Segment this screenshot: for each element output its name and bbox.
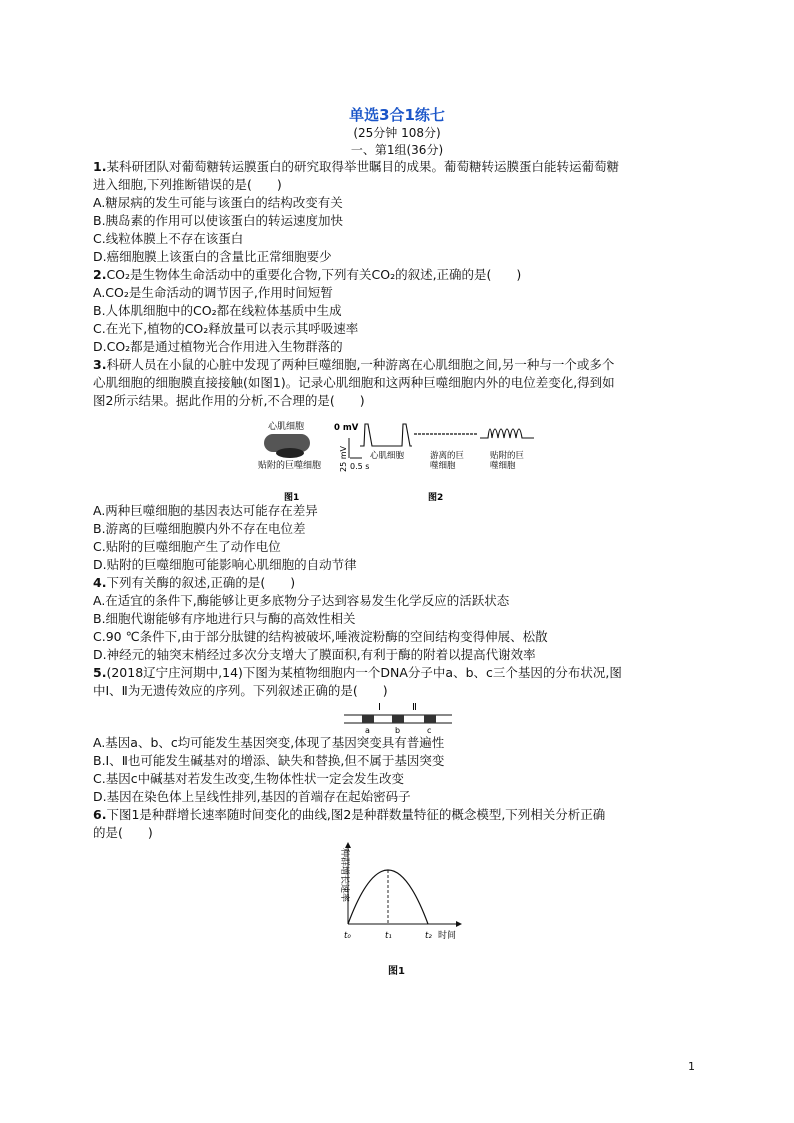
time-scale-label: 0.5 s [350,462,370,471]
question-stem-line [93,806,703,824]
option-d: D.贴附的巨噬细胞可能影响心肌细胞的自动节律 [93,557,357,572]
trace-label-attached: 贴附的巨 [490,451,525,461]
option-b: B.游离的巨噬细胞膜内外不存在电位差 [93,521,306,536]
option-a: A.基因a、b、c均可能发生基因突变,体现了基因突变具有普遍性 [93,735,445,750]
question-text: 下列有关酶的叙述,正确的是( ) [106,575,296,590]
figure-dna [340,700,460,736]
option-c: C.线粒体膜上不存在该蛋白 [93,231,244,246]
figure-growth-rate [328,842,478,946]
question-number: 3. [93,357,107,372]
option-b: B.胰岛素的作用可以使该蛋白的转运速度加快 [93,213,344,228]
question-stem-line [93,356,703,374]
x-axis-label: 时间 [438,931,457,941]
gene-label-c: c [427,726,432,735]
gene-a-block [362,715,374,723]
trace-label-heart: 心肌细胞 [370,451,405,461]
option-d: D.基因在染色体上呈线性排列,基因的首端存在起始密码子 [93,789,411,804]
trace-label-attached: 噬细胞 [490,461,516,471]
attached-macrophage-trace [480,429,534,438]
mv-scale-label: 25 mV [339,446,348,472]
question-stem-line: 中Ⅰ、Ⅱ为无遗传效应的序列。下列叙述正确的是( ) [93,683,388,698]
question-stem-line [93,664,703,682]
question-stem-line: 的是( ) [93,825,153,840]
question-stem-line [93,574,703,592]
gene-b-block [392,715,404,723]
option-a: A.两种巨噬细胞的基因表达可能存在差异 [93,503,318,518]
attached-macrophage-shape [276,448,304,458]
question-number: 5. [93,665,107,680]
figure-q3 [252,416,552,506]
time-score: (25分钟 108分) [353,126,441,140]
option-c: C.90 ℃条件下,由于部分肽键的结构被破坏,唾液淀粉酶的空间结构变得伸展、松散 [93,629,548,644]
question-stem-line [93,158,703,176]
y-axis-label: 种群增长速率 [339,848,349,903]
question-number: 2. [93,267,107,282]
gene-label-b: b [395,726,401,735]
question-text: 下图1是种群增长速率随时间变化的曲线,图2是种群数量特征的概念模型,下列相关分析正确 [106,807,606,822]
question-number: 6. [93,807,107,822]
gene-label-a: a [365,726,370,735]
tick-t1: t₁ [385,931,392,941]
option-c: C.基因c中碱基对若发生改变,生物体性状一定会发生改变 [93,771,405,786]
option-d: D.神经元的轴突末梢经过多次分支增大了膜面积,有利于酶的附着以提高代谢效率 [93,647,536,662]
option-c: C.贴附的巨噬细胞产生了动作电位 [93,539,281,554]
option-a: A.CO₂是生命活动的调节因子,作用时间短暂 [93,285,333,300]
heart-cell-trace [360,424,412,446]
segment-label-2: Ⅱ [412,702,417,713]
question-number: 4. [93,575,107,590]
option-b: B.细胞代谢能够有序地进行只与酶的高效性相关 [93,611,356,626]
zero-mv-label: 0 mV [334,423,359,433]
y-axis-arrow [345,842,351,848]
question-stem-line [93,266,703,284]
tick-t2: t₂ [425,931,432,941]
gene-c-block [424,715,436,723]
figure-caption: 图2 [428,493,444,503]
page-title: 单选3合1练七 [349,106,445,124]
x-axis-arrow [456,921,462,927]
option-d: D.癌细胞膜上该蛋白的含量比正常细胞要少 [93,249,332,264]
tick-t0: t₀ [344,931,351,941]
question-text: 某科研团队对葡萄糖转运膜蛋白的研究取得举世瞩目的成果。葡萄糖转运膜蛋白能转运葡萄糖 [106,159,619,174]
question-stem-line: 进入细胞,下列推断错误的是( ) [93,177,282,192]
question-text: 科研人员在小鼠的心脏中发现了两种巨噬细胞,一种游离在心肌细胞之间,另一种与一个或多个 [106,357,615,372]
figure-caption: 图1 [388,966,405,977]
heart-cell-label: 心肌细胞 [268,422,305,432]
question-text: (2018辽宁庄河期中,14)下图为某植物细胞内一个DNA分子中a、b、c三个基因的分布状况,图 [106,665,622,680]
option-b: B.Ⅰ、Ⅱ也可能发生碱基对的增添、缺失和替换,但不属于基因突变 [93,753,445,768]
trace-label-free: 噬细胞 [430,461,456,471]
option-d: D.CO₂都是通过植物光合作用进入生物群落的 [93,339,343,354]
section-heading: 一、第1组(36分) [350,143,444,157]
option-b: B.人体肌细胞中的CO₂都在线粒体基质中生成 [93,303,342,318]
trace-label-free: 游离的巨 [430,451,465,461]
segment-label-1: Ⅰ [378,702,381,713]
option-c: C.在光下,植物的CO₂释放量可以表示其呼吸速率 [93,321,359,336]
option-a: A.在适宜的条件下,酶能够让更多底物分子达到容易发生化学反应的活跃状态 [93,593,510,608]
attached-macrophage-label: 贴附的巨噬细胞 [258,461,322,471]
question-stem-line: 图2所示结果。据此作用的分析,不合理的是( ) [93,393,365,408]
question-stem-line: 心肌细胞的细胞膜直接接触(如图1)。记录心肌细胞和这两种巨噬细胞内外的电位差变化,得到如 [93,375,615,390]
figure-caption: 图1 [284,493,300,503]
page-number: 1 [688,1060,695,1073]
question-number: 1. [93,159,107,174]
option-a: A.糖尿病的发生可能与该蛋白的结构改变有关 [93,195,343,210]
question-text: CO₂是生物体生命活动中的重要化合物,下列有关CO₂的叙述,正确的是( ) [106,267,522,282]
